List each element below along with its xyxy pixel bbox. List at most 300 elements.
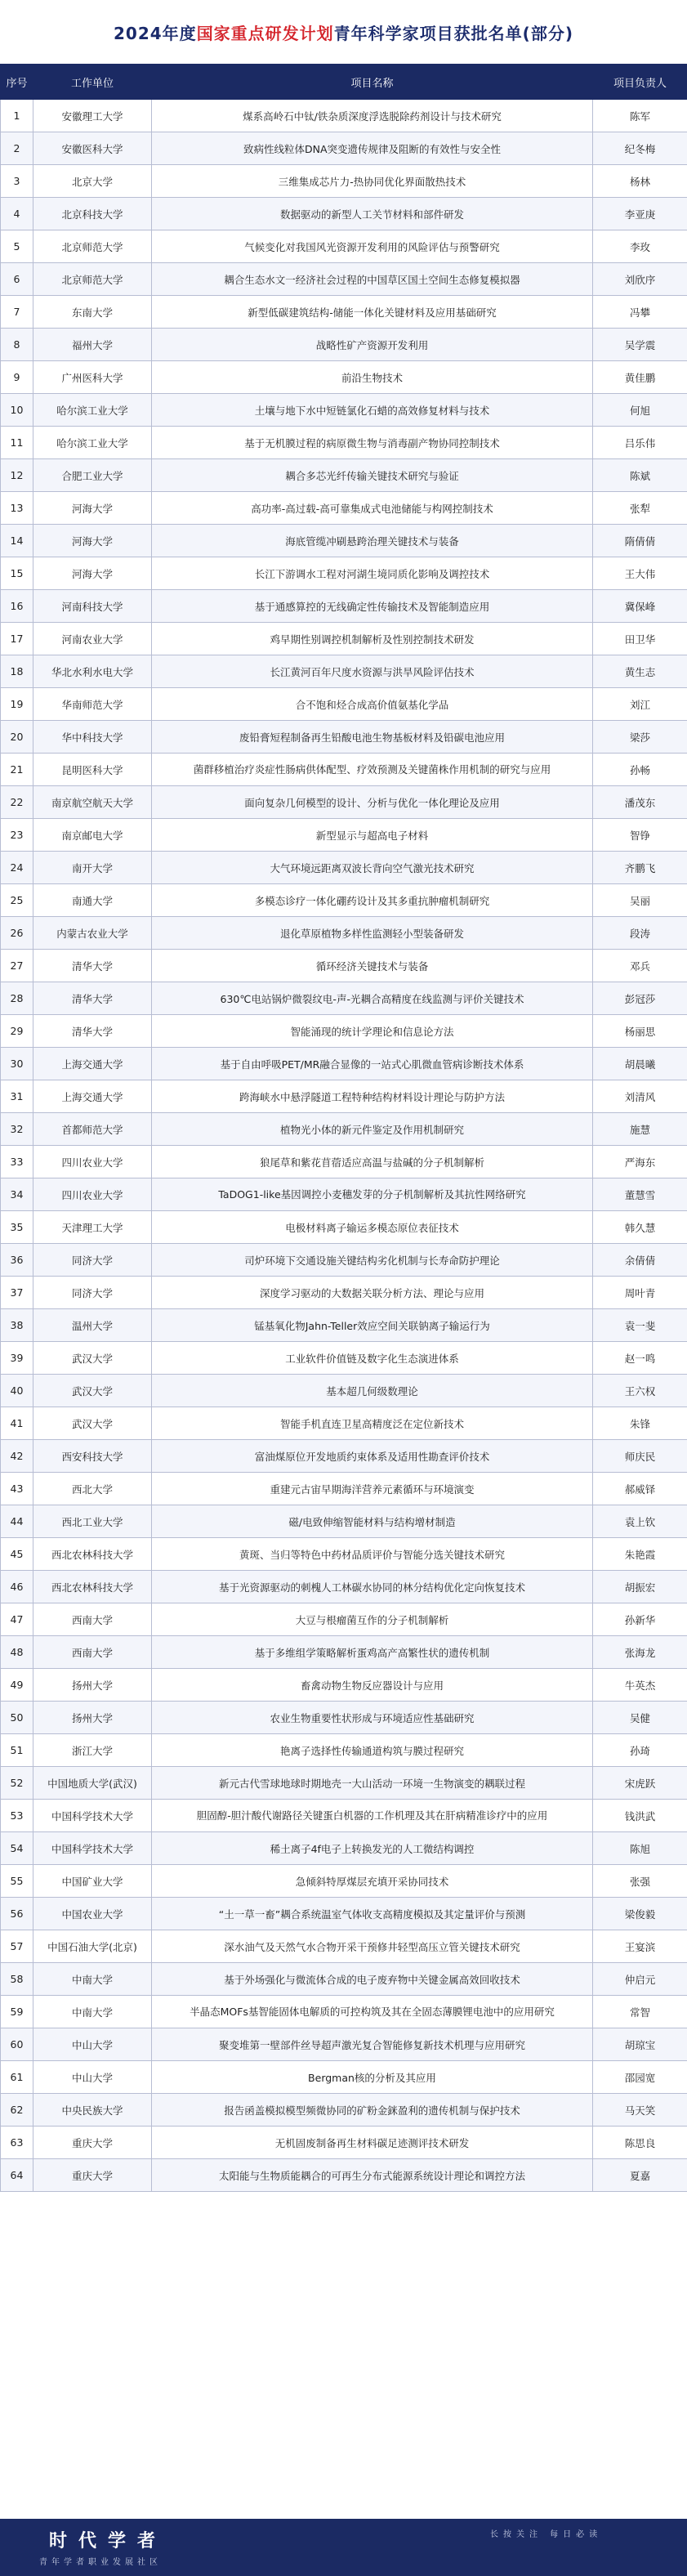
- row-unit: 中国农业大学: [33, 1898, 152, 1930]
- row-unit: 昆明医科大学: [33, 754, 152, 786]
- footer-follow-text: 长按关注 每日必读: [490, 2530, 603, 2539]
- row-leader: 朱锋: [593, 1407, 687, 1440]
- table-row: [1, 1244, 687, 1277]
- header-unit: 工作单位: [33, 65, 152, 100]
- row-leader: 董慧雪: [593, 1178, 687, 1211]
- row-leader: 胡晨曦: [593, 1048, 687, 1080]
- row-index: 35: [1, 1211, 33, 1244]
- row-unit: 河南农业大学: [33, 623, 152, 655]
- row-unit: 扬州大学: [33, 1669, 152, 1702]
- row-index: 42: [1, 1440, 33, 1473]
- table-row: [1, 1636, 687, 1669]
- table-row: [1, 230, 687, 263]
- row-unit: 哈尔滨工业大学: [33, 427, 152, 459]
- table-row: [1, 525, 687, 557]
- row-leader: 吴健: [593, 1702, 687, 1734]
- row-unit: 武汉大学: [33, 1342, 152, 1375]
- row-project: 富油煤原位开发地质约束体系及适用性勘查评价技术: [152, 1440, 593, 1473]
- row-project: 基于多维组学策略解析蛋鸡高产高繁性状的遗传机制: [152, 1636, 593, 1669]
- row-project: 太阳能与生物质能耦合的可再生分布式能源系统设计理论和调控方法: [152, 2159, 593, 2192]
- row-project: 艳离子选择性传输通道构筑与膜过程研究: [152, 1734, 593, 1767]
- row-project: 报告函盖模拟模型频微协同的矿粉金銤盈利的遗传机制与保护技术: [152, 2094, 593, 2127]
- row-unit: 四川农业大学: [33, 1178, 152, 1211]
- row-index: 22: [1, 786, 33, 819]
- row-unit: 四川农业大学: [33, 1146, 152, 1178]
- row-index: 63: [1, 2127, 33, 2159]
- row-project: 煤系高岭石中钛/铁杂质深度浮选脱除药剂设计与技术研究: [152, 100, 593, 132]
- row-leader: 赵一鸣: [593, 1342, 687, 1375]
- row-index: 43: [1, 1473, 33, 1505]
- row-project: TaDOG1-like基因调控小麦穗发芽的分子机制解析及其抗性网络研究: [152, 1178, 593, 1211]
- row-unit: 西北农林科技大学: [33, 1538, 152, 1571]
- table-row: [1, 557, 687, 590]
- row-project: 聚变堆第一壁部件丝导超声激光复合智能修复新技术机理与应用研究: [152, 2028, 593, 2061]
- row-unit: 河海大学: [33, 525, 152, 557]
- row-index: 49: [1, 1669, 33, 1702]
- row-index: 19: [1, 688, 33, 721]
- row-leader: 孙琦: [593, 1734, 687, 1767]
- row-index: 41: [1, 1407, 33, 1440]
- row-unit: 清华大学: [33, 982, 152, 1015]
- row-index: 36: [1, 1244, 33, 1277]
- table-row: [1, 1048, 687, 1080]
- row-index: 17: [1, 623, 33, 655]
- header-leader: 项目负责人: [593, 65, 687, 100]
- row-leader: 田卫华: [593, 623, 687, 655]
- row-leader: 王六权: [593, 1375, 687, 1407]
- row-leader: 冯攀: [593, 296, 687, 329]
- table-row: [1, 2127, 687, 2159]
- row-index: 26: [1, 917, 33, 950]
- table-row: [1, 786, 687, 819]
- row-project: 基于外场强化与微流体合成的电子废弃物中关键金属高效回收技术: [152, 1963, 593, 1996]
- row-unit: 西南大学: [33, 1636, 152, 1669]
- title-rest: 青年科学家项目获批名单(部分): [333, 23, 573, 43]
- title-program: 国家重点研发计划: [196, 23, 334, 43]
- table-row: [1, 1473, 687, 1505]
- row-project: 无机固废制备再生材料碳足迹测评技术研发: [152, 2127, 593, 2159]
- row-unit: 中央民族大学: [33, 2094, 152, 2127]
- row-index: 56: [1, 1898, 33, 1930]
- row-index: 27: [1, 950, 33, 982]
- row-index: 20: [1, 721, 33, 754]
- row-unit: 南通大学: [33, 884, 152, 917]
- row-unit: 河海大学: [33, 492, 152, 525]
- row-unit: 中山大学: [33, 2028, 152, 2061]
- row-project: 半晶态MOFs基智能固体电解质的可控构筑及其在全固态薄膜锂电池中的应用研究: [152, 1996, 593, 2028]
- row-leader: 邵园宽: [593, 2061, 687, 2094]
- table-row: [1, 263, 687, 296]
- row-project: 黄斑、当归等特色中药材品质评价与智能分选关键技术研究: [152, 1538, 593, 1571]
- table-row: [1, 1996, 687, 2028]
- row-leader: 智铮: [593, 819, 687, 852]
- row-index: 24: [1, 852, 33, 884]
- row-project: 胆固醇-胆汁酸代谢路径关键蛋白机器的工作机理及其在肝病精准诊疗中的应用: [152, 1800, 593, 1832]
- table-row: [1, 1669, 687, 1702]
- row-leader: 王大伟: [593, 557, 687, 590]
- footer-brand: 时代学者: [49, 2530, 167, 2551]
- table-row: [1, 1277, 687, 1309]
- table-row: [1, 459, 687, 492]
- table-row: [1, 1603, 687, 1636]
- row-leader: 邓兵: [593, 950, 687, 982]
- table-row: [1, 688, 687, 721]
- table-row: [1, 754, 687, 786]
- row-project: 高功率-高过载-高可靠集成式电池储能与构网控制技术: [152, 492, 593, 525]
- table-header-row: [1, 65, 687, 100]
- table-row: [1, 1734, 687, 1767]
- row-index: 14: [1, 525, 33, 557]
- table-row: [1, 1146, 687, 1178]
- row-unit: 中南大学: [33, 1996, 152, 2028]
- row-leader: 宋虎跃: [593, 1767, 687, 1800]
- row-project: 畜禽动物生物反应器设计与应用: [152, 1669, 593, 1702]
- table-row: [1, 492, 687, 525]
- row-leader: 黄生志: [593, 655, 687, 688]
- row-unit: 安徽理工大学: [33, 100, 152, 132]
- row-leader: 张犁: [593, 492, 687, 525]
- row-leader: 马天笑: [593, 2094, 687, 2127]
- row-index: 64: [1, 2159, 33, 2192]
- row-unit: 武汉大学: [33, 1375, 152, 1407]
- row-project: 智能涌现的统计学理论和信息论方法: [152, 1015, 593, 1048]
- row-index: 10: [1, 394, 33, 427]
- row-project: 电极材料离子输运多模态原位表征技术: [152, 1211, 593, 1244]
- row-index: 13: [1, 492, 33, 525]
- row-leader: 杨林: [593, 165, 687, 198]
- row-leader: 施慧: [593, 1113, 687, 1146]
- row-index: 51: [1, 1734, 33, 1767]
- row-index: 60: [1, 2028, 33, 2061]
- row-unit: 温州大学: [33, 1309, 152, 1342]
- row-index: 8: [1, 329, 33, 361]
- row-unit: 中国地质大学(武汉): [33, 1767, 152, 1800]
- row-unit: 安徽医科大学: [33, 132, 152, 165]
- row-leader: 仲启元: [593, 1963, 687, 1996]
- row-leader: 刘清风: [593, 1080, 687, 1113]
- row-project: 智能手机直连卫星高精度泛在定位新技术: [152, 1407, 593, 1440]
- row-leader: 常智: [593, 1996, 687, 2028]
- row-index: 47: [1, 1603, 33, 1636]
- row-project: 基于光资源驱动的刺槐人工林碳水协同的林分结构优化定向恢复技术: [152, 1571, 593, 1603]
- row-unit: 清华大学: [33, 1015, 152, 1048]
- table-row: [1, 819, 687, 852]
- row-unit: 内蒙古农业大学: [33, 917, 152, 950]
- row-unit: 北京科技大学: [33, 198, 152, 230]
- table-row: [1, 1832, 687, 1865]
- row-leader: 周叶青: [593, 1277, 687, 1309]
- row-leader: 李玫: [593, 230, 687, 263]
- row-unit: 西北大学: [33, 1473, 152, 1505]
- row-index: 40: [1, 1375, 33, 1407]
- table-row: [1, 1342, 687, 1375]
- row-project: 大气环境远距离双波长背向空气激光技术研究: [152, 852, 593, 884]
- row-project: 大豆与根瘤菌互作的分子机制解析: [152, 1603, 593, 1636]
- row-index: 38: [1, 1309, 33, 1342]
- row-project: 急倾斜特厚煤层充填开采协同技术: [152, 1865, 593, 1898]
- row-unit: 中国石油大学(北京): [33, 1930, 152, 1963]
- row-unit: 首都师范大学: [33, 1113, 152, 1146]
- row-unit: 扬州大学: [33, 1702, 152, 1734]
- table-row: [1, 1113, 687, 1146]
- table-row: [1, 1178, 687, 1211]
- table-row: [1, 2094, 687, 2127]
- row-leader: 杨丽思: [593, 1015, 687, 1048]
- row-index: 15: [1, 557, 33, 590]
- table-row: [1, 623, 687, 655]
- row-index: 11: [1, 427, 33, 459]
- row-index: 16: [1, 590, 33, 623]
- row-unit: 同济大学: [33, 1277, 152, 1309]
- row-unit: 浙江大学: [33, 1734, 152, 1767]
- row-index: 6: [1, 263, 33, 296]
- row-leader: 冀保峰: [593, 590, 687, 623]
- table-row: [1, 884, 687, 917]
- row-unit: 中国科学技术大学: [33, 1832, 152, 1865]
- row-project: 基于无机膜过程的病原微生物与消毒副产物协同控制技术: [152, 427, 593, 459]
- row-leader: 何旭: [593, 394, 687, 427]
- row-leader: 梁俊毅: [593, 1898, 687, 1930]
- row-index: 37: [1, 1277, 33, 1309]
- row-index: 53: [1, 1800, 33, 1832]
- table-row: [1, 427, 687, 459]
- table-row: [1, 296, 687, 329]
- footer-banner: [0, 2519, 687, 2576]
- row-unit: 河南科技大学: [33, 590, 152, 623]
- table-row: [1, 982, 687, 1015]
- row-project: 农业生物重要性状形成与环境适应性基础研究: [152, 1702, 593, 1734]
- row-project: 致病性线粒体DNA突变遗传规律及阻断的有效性与安全性: [152, 132, 593, 165]
- row-project: 循环经济关键技术与装备: [152, 950, 593, 982]
- row-leader: 张强: [593, 1865, 687, 1898]
- row-index: 57: [1, 1930, 33, 1963]
- row-index: 45: [1, 1538, 33, 1571]
- row-project: 司炉环境下交通设施关键结构劣化机制与长寿命防护理论: [152, 1244, 593, 1277]
- table-row: [1, 100, 687, 132]
- row-unit: 华南师范大学: [33, 688, 152, 721]
- header-project: 项目名称: [152, 65, 593, 100]
- row-unit: 重庆大学: [33, 2159, 152, 2192]
- table-row: [1, 852, 687, 884]
- row-unit: 华中科技大学: [33, 721, 152, 754]
- row-leader: 孙畅: [593, 754, 687, 786]
- row-project: 数据驱动的新型人工关节材料和部件研发: [152, 198, 593, 230]
- row-leader: 纪冬梅: [593, 132, 687, 165]
- row-index: 54: [1, 1832, 33, 1865]
- table-row: [1, 329, 687, 361]
- row-leader: 张海龙: [593, 1636, 687, 1669]
- row-unit: 西安科技大学: [33, 1440, 152, 1473]
- row-leader: 隋倩倩: [593, 525, 687, 557]
- row-leader: 段涛: [593, 917, 687, 950]
- row-project: 工业软件价值链及数字化生态演进体系: [152, 1342, 593, 1375]
- row-unit: 上海交通大学: [33, 1048, 152, 1080]
- row-leader: 王宴滨: [593, 1930, 687, 1963]
- row-index: 18: [1, 655, 33, 688]
- row-index: 21: [1, 754, 33, 786]
- row-leader: 梁莎: [593, 721, 687, 754]
- awardee-table: [0, 64, 687, 2192]
- table-row: [1, 1015, 687, 1048]
- table-row: [1, 1538, 687, 1571]
- row-leader: 严海东: [593, 1146, 687, 1178]
- row-index: 29: [1, 1015, 33, 1048]
- row-unit: 福州大学: [33, 329, 152, 361]
- row-project: 前沿生物技术: [152, 361, 593, 394]
- row-unit: 南京航空航天大学: [33, 786, 152, 819]
- row-index: 62: [1, 2094, 33, 2127]
- row-index: 44: [1, 1505, 33, 1538]
- row-unit: 清华大学: [33, 950, 152, 982]
- row-leader: 夏嘉: [593, 2159, 687, 2192]
- table-row: [1, 394, 687, 427]
- row-leader: 师庆民: [593, 1440, 687, 1473]
- row-project: 基本超几何级数理论: [152, 1375, 593, 1407]
- row-unit: 武汉大学: [33, 1407, 152, 1440]
- row-project: 耦合生态水文一经济社会过程的中国草区国土空间生态修复模拟器: [152, 263, 593, 296]
- row-project: 海底管缆冲刷悬跨治理关键技术与装备: [152, 525, 593, 557]
- row-project: 土壤与地下水中短链氯化石蜡的高效修复材料与技术: [152, 394, 593, 427]
- title-year: 2024年度: [114, 23, 197, 43]
- row-project: 630℃电站锅炉微裂纹电-声-光耦合高精度在线监测与评价关键技术: [152, 982, 593, 1015]
- row-leader: 陈斌: [593, 459, 687, 492]
- row-project: 新元古代雪球地球时期地壳一大山活动一环境一生物演变的耦联过程: [152, 1767, 593, 1800]
- table-row: [1, 1865, 687, 1898]
- row-index: 46: [1, 1571, 33, 1603]
- row-index: 55: [1, 1865, 33, 1898]
- table-row: [1, 1898, 687, 1930]
- table-row: [1, 1375, 687, 1407]
- row-project: 重建元古宙早期海洋营养元素循环与环境演变: [152, 1473, 593, 1505]
- row-leader: 陈思良: [593, 2127, 687, 2159]
- table-row: [1, 1505, 687, 1538]
- row-leader: 孙新华: [593, 1603, 687, 1636]
- row-project: 磁/电致伸缩智能材料与结构增材制造: [152, 1505, 593, 1538]
- table-row: [1, 2061, 687, 2094]
- row-leader: 吴学震: [593, 329, 687, 361]
- table-row: [1, 917, 687, 950]
- table-row: [1, 1440, 687, 1473]
- row-leader: 牛英杰: [593, 1669, 687, 1702]
- row-index: 33: [1, 1146, 33, 1178]
- row-leader: 李亚庚: [593, 198, 687, 230]
- row-unit: 合肥工业大学: [33, 459, 152, 492]
- row-project: 稀土离子4f电子上转换发光的人工微结构调控: [152, 1832, 593, 1865]
- row-unit: 上海交通大学: [33, 1080, 152, 1113]
- row-index: 48: [1, 1636, 33, 1669]
- row-unit: 西北农林科技大学: [33, 1571, 152, 1603]
- row-index: 23: [1, 819, 33, 852]
- row-unit: 南京邮电大学: [33, 819, 152, 852]
- row-leader: 韩久慧: [593, 1211, 687, 1244]
- table-row: [1, 1080, 687, 1113]
- table-row: [1, 132, 687, 165]
- row-index: 28: [1, 982, 33, 1015]
- row-leader: 钱洪武: [593, 1800, 687, 1832]
- row-index: 58: [1, 1963, 33, 1996]
- row-unit: 中国矿业大学: [33, 1865, 152, 1898]
- row-index: 5: [1, 230, 33, 263]
- row-project: 长江下游调水工程对河湖生境同质化影响及调控技术: [152, 557, 593, 590]
- table-row: [1, 165, 687, 198]
- row-unit: 天津理工大学: [33, 1211, 152, 1244]
- row-index: 4: [1, 198, 33, 230]
- row-unit: 北京师范大学: [33, 263, 152, 296]
- row-leader: 郝威铎: [593, 1473, 687, 1505]
- row-project: 长江黄河百年尺度水资源与洪旱风险评估技术: [152, 655, 593, 688]
- row-leader: 齐鹏飞: [593, 852, 687, 884]
- row-index: 7: [1, 296, 33, 329]
- row-index: 2: [1, 132, 33, 165]
- table-row: [1, 1767, 687, 1800]
- row-project: 跨海峡水中悬浮隧道工程特种结构材料设计理论与防护方法: [152, 1080, 593, 1113]
- row-unit: 南开大学: [33, 852, 152, 884]
- row-project: 深水油气及天然气水合物开采干预修井轻型高压立管关键技术研究: [152, 1930, 593, 1963]
- row-unit: 东南大学: [33, 296, 152, 329]
- row-project: 深度学习驱动的大数据关联分析方法、理论与应用: [152, 1277, 593, 1309]
- row-leader: 潘茂东: [593, 786, 687, 819]
- table-row: [1, 2028, 687, 2061]
- row-unit: 华北水利水电大学: [33, 655, 152, 688]
- row-project: 狼尾草和紫花苜蓿适应高温与盐碱的分子机制解析: [152, 1146, 593, 1178]
- row-unit: 重庆大学: [33, 2127, 152, 2159]
- row-leader: 陈军: [593, 100, 687, 132]
- row-index: 39: [1, 1342, 33, 1375]
- row-leader: 陈旭: [593, 1832, 687, 1865]
- header-index: 序号: [1, 65, 33, 100]
- row-index: 52: [1, 1767, 33, 1800]
- row-leader: 余倩倩: [593, 1244, 687, 1277]
- row-project: 面向复杂几何模型的设计、分析与优化一体化理论及应用: [152, 786, 593, 819]
- row-unit: 河海大学: [33, 557, 152, 590]
- footer-slogan: 青年学者职业发展社区: [39, 2558, 162, 2567]
- row-index: 59: [1, 1996, 33, 2028]
- row-project: “土一草一畜”耦合系统温室气体收支高精度模拟及其定量评价与预测: [152, 1898, 593, 1930]
- row-leader: 袁一斐: [593, 1309, 687, 1342]
- row-project: 耦合多芯光纤传输关键技术研究与验证: [152, 459, 593, 492]
- row-project: Bergman核的分析及其应用: [152, 2061, 593, 2094]
- row-index: 61: [1, 2061, 33, 2094]
- table-row: [1, 1571, 687, 1603]
- row-index: 25: [1, 884, 33, 917]
- row-index: 30: [1, 1048, 33, 1080]
- table-row: [1, 361, 687, 394]
- row-project: 新型显示与超高电子材料: [152, 819, 593, 852]
- table-row: [1, 2159, 687, 2192]
- row-project: 新型低碳建筑结构-储能一体化关键材料及应用基础研究: [152, 296, 593, 329]
- row-leader: 刘欣序: [593, 263, 687, 296]
- table-row: [1, 1211, 687, 1244]
- row-unit: 北京大学: [33, 165, 152, 198]
- row-leader: 彭冠莎: [593, 982, 687, 1015]
- row-project: 鸡早期性别调控机制解析及性别控制技术研发: [152, 623, 593, 655]
- table-row: [1, 1407, 687, 1440]
- row-project: 气候变化对我国风光资源开发利用的风险评估与预警研究: [152, 230, 593, 263]
- row-project: 战略性矿产资源开发利用: [152, 329, 593, 361]
- table-row: [1, 950, 687, 982]
- row-project: 合不饱和烃合成高价值氨基化学品: [152, 688, 593, 721]
- table-row: [1, 655, 687, 688]
- row-leader: 吴丽: [593, 884, 687, 917]
- table-row: [1, 198, 687, 230]
- row-unit: 中南大学: [33, 1963, 152, 1996]
- table-row: [1, 1800, 687, 1832]
- row-unit: 同济大学: [33, 1244, 152, 1277]
- row-leader: 胡琼宝: [593, 2028, 687, 2061]
- row-index: 32: [1, 1113, 33, 1146]
- row-project: 废铅膏短程制备再生铅酸电池生物基板材料及铅碳电池应用: [152, 721, 593, 754]
- row-unit: 广州医科大学: [33, 361, 152, 394]
